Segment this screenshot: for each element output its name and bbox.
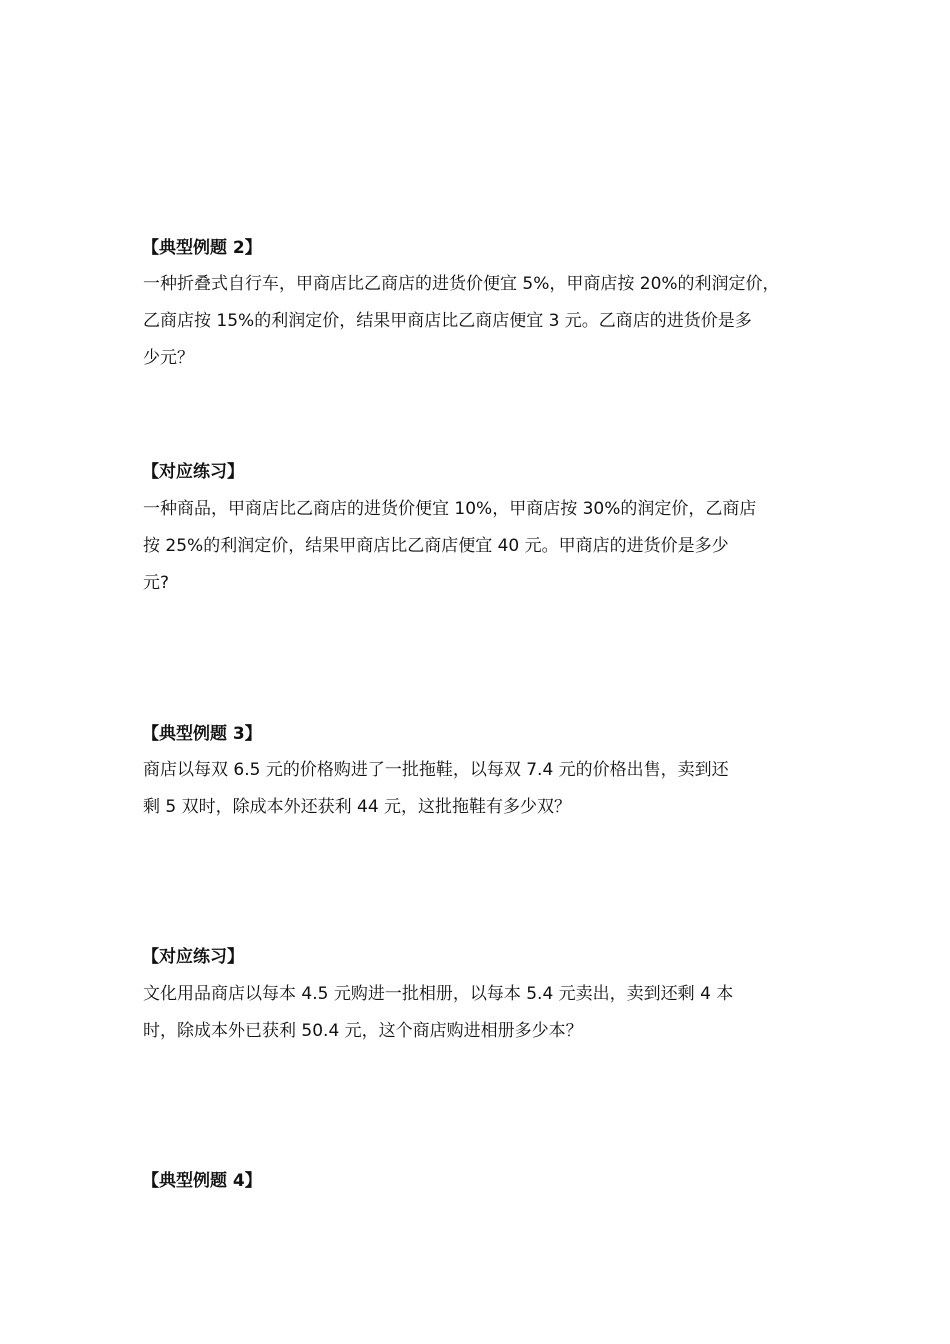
section-heading-practice: 【对应练习】: [142, 947, 244, 967]
problem-text-line: 乙商店按 15%的利润定价，结果甲商店比乙商店便宜 3 元。乙商店的进货价是多: [143, 311, 752, 331]
problem-text-line: 少元？: [143, 348, 194, 368]
problem-text-line: 商店以每双 6.5 元的价格购进了一批拖鞋，以每双 7.4 元的价格出售，卖到还: [143, 760, 729, 780]
problem-text-line: 剩 5 双时，除成本外还获利 44 元，这批拖鞋有多少双？: [143, 797, 572, 817]
problem-text-line: 一种商品，甲商店比乙商店的进货价便宜 10%，甲商店按 30%的润定价，乙商店: [143, 499, 757, 519]
problem-text-line: 按 25%的利润定价，结果甲商店比乙商店便宜 40 元。甲商店的进货价是多少: [143, 536, 729, 556]
section-heading-practice: 【对应练习】: [142, 462, 244, 482]
section-heading-example-2: 【典型例题 2】: [142, 238, 262, 258]
problem-text-line: 时，除成本外已获利 50.4 元，这个商店购进相册多少本？: [143, 1021, 583, 1041]
problem-text-line: 文化用品商店以每本 4.5 元购进一批相册，以每本 5.4 元卖出，卖到还剩 4 本: [143, 984, 734, 1004]
section-heading-example-4: 【典型例题 4】: [142, 1171, 262, 1191]
section-heading-example-3: 【典型例题 3】: [142, 724, 262, 744]
problem-text-line: 一种折叠式自行车，甲商店比乙商店的进货价便宜 5%，甲商店按 20%的利润定价，: [143, 274, 780, 294]
problem-text-line: 元?: [143, 573, 170, 593]
